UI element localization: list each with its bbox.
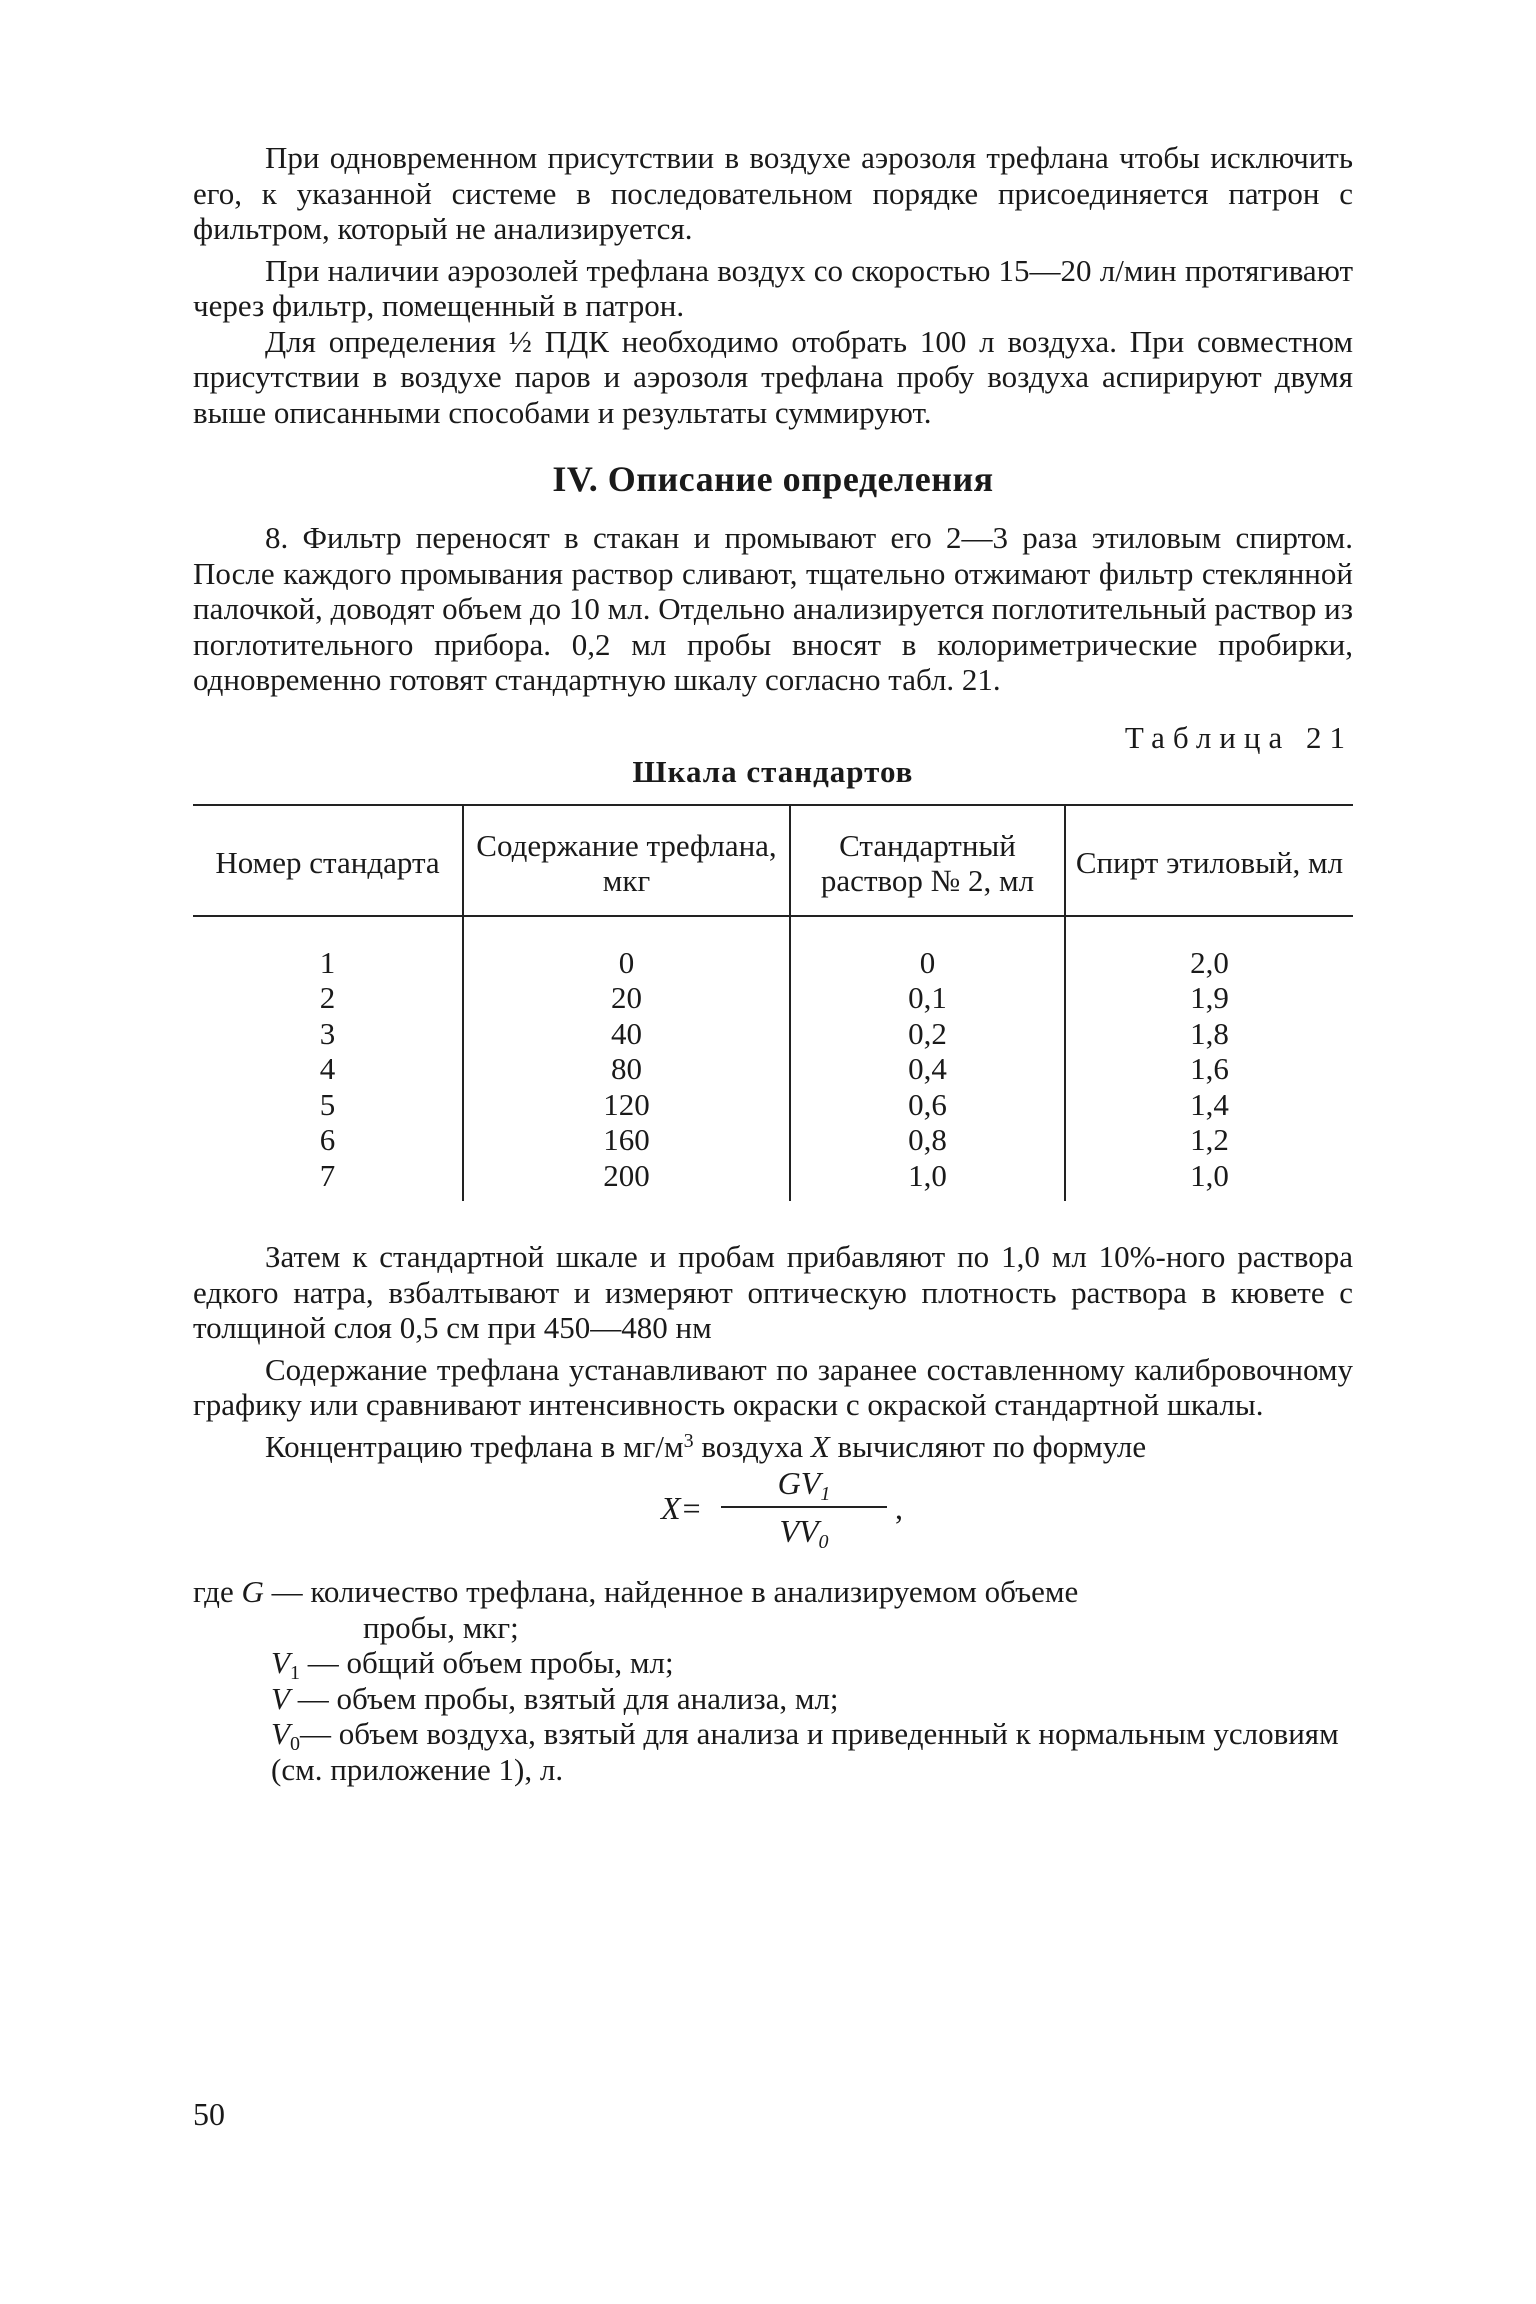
column-header-standard-solution: Стандартный раствор № 2, мл bbox=[790, 805, 1065, 916]
table-cell: 0,8 bbox=[790, 1122, 1065, 1158]
table-cell: 120 bbox=[463, 1087, 790, 1123]
page-number: 50 bbox=[193, 2096, 225, 2132]
table-cell: 1,2 bbox=[1065, 1122, 1353, 1158]
table-row bbox=[193, 1122, 1353, 1158]
formula-denominator: $VV_0$ bbox=[779, 1513, 829, 1553]
table-cell: 1,6 bbox=[1065, 1051, 1353, 1087]
table-cell: 1,0 bbox=[1065, 1158, 1353, 1202]
table-cell: 0 bbox=[463, 945, 790, 981]
variable-definitions bbox=[193, 1574, 1353, 1787]
table-cell: 80 bbox=[463, 1051, 790, 1087]
formula-lhs: X= bbox=[661, 1490, 703, 1526]
paragraph-naoh-addition: Затем к стандартной шкале и пробам прибавляют по 1,0 мл 10%-ного раствора едкого натра, взбалтывают и измеряют оптическую плотность раствора в кювете с толщиной слоя 0,5 см при 450—480 нм bbox=[193, 1239, 1353, 1345]
table-cell: 3 bbox=[319, 1015, 336, 1051]
table-cell: 1,9 bbox=[1065, 980, 1353, 1016]
page-body bbox=[193, 140, 1353, 1787]
table-cell: 4 bbox=[319, 1051, 336, 1086]
table-cell: 1,0 bbox=[790, 1158, 1065, 1202]
table-header-row bbox=[193, 805, 1353, 916]
definition-v1: $V_1$ — общий объем пробы, мл; bbox=[271, 1645, 674, 1684]
table-cell: 1,8 bbox=[1065, 1016, 1353, 1052]
table-cell: 2 bbox=[319, 980, 336, 1015]
table-cell: 1 bbox=[319, 944, 336, 980]
formula-trailing-comma: , bbox=[895, 1490, 903, 1526]
column-header-ethyl-alcohol: Спирт этиловый, мл bbox=[1065, 805, 1353, 916]
concentration-formula bbox=[193, 1464, 1353, 1556]
table-cell: 6 bbox=[319, 1122, 336, 1157]
table-number-label: Таблица 21 bbox=[1124, 719, 1353, 755]
table-cell: 0 bbox=[790, 945, 1065, 981]
table-cell: 20 bbox=[463, 980, 790, 1016]
table-row bbox=[193, 1016, 1353, 1052]
table-cell: 0,1 bbox=[790, 980, 1065, 1016]
table-spacer-row bbox=[193, 916, 1353, 945]
standards-table bbox=[193, 804, 1353, 1202]
table-cell: 7 bbox=[319, 1157, 336, 1193]
table-cell: 0,2 bbox=[790, 1016, 1065, 1052]
paragraph-sampling-volume: Для определения ½ ПДК необходимо отобрать 100 л воздуха. При совместном присутствии в воздухе паров и аэрозоля трефлана пробу воздуха аспирируют двумя выше описанными способами и результаты суммируют. bbox=[193, 323, 1353, 430]
table-row bbox=[193, 1051, 1353, 1087]
table-cell: 40 bbox=[463, 1016, 790, 1052]
table-row bbox=[193, 1158, 1353, 1202]
table-cell: 0,4 bbox=[790, 1051, 1065, 1087]
table-row bbox=[193, 945, 1353, 981]
paragraph-aerosol-filter: При одновременном присутствии в воздухе аэрозоля трефлана чтобы исключить его, к указанной системе в последовательном порядке присоединяется патрон с фильтром, который не анализируется. bbox=[193, 140, 1353, 246]
table-cell: 200 bbox=[463, 1158, 790, 1202]
table-cell: 160 bbox=[463, 1122, 790, 1158]
definition-v0: $V_0—$ объем воздуха, взятый для анализа и приведенный к нормальным условиям (см. приложение 1), л. bbox=[271, 1716, 1339, 1787]
table-row bbox=[193, 1087, 1353, 1123]
definition-v: V — объем пробы, взятый для анализа, мл; bbox=[271, 1680, 839, 1716]
table-cell: 5 bbox=[319, 1086, 336, 1122]
section-heading: IV. Описание определения bbox=[552, 459, 994, 499]
paragraph-step-8: 8. Фильтр переносят в стакан и промывают его 2—3 раза этиловым спиртом. После каждого промывания раствор сливают, тщательно отжимают фильтр стеклянной палочкой, доводят объем до 10 мл. Отдельно анализируется поглотительный раствор из поглотительного прибора. 0,2 мл пробы вносят в колориметрические пробирки, одновременно готовят стандартную шкалу согласно табл. 21. bbox=[193, 520, 1353, 697]
fraction-bar bbox=[721, 1506, 887, 1508]
column-header-treflan-content: Содержание трефлана, мкг bbox=[463, 805, 790, 916]
paragraph-aerosol-flow: При наличии аэрозолей трефлана воздух со скоростью 15—20 л/мин протягивают через фильтр, помещенный в патрон. bbox=[193, 252, 1353, 323]
formula-numerator: $GV_1$ bbox=[777, 1465, 831, 1505]
definition-g: где G — количество трефлана, найденное в анализируемом объеме bbox=[193, 1574, 1079, 1609]
table-title: Шкала стандартов bbox=[632, 753, 914, 789]
table-caption bbox=[193, 720, 1353, 792]
paragraph-formula-lead: Концентрацию трефлана в $мг/м^3$ воздуха X вычисляют по формуле bbox=[265, 1428, 1147, 1464]
paragraph-calibration: Содержание трефлана устанавливают по заранее составленному калибровочному графику или сравнивают интенсивность окраски с окраской стандартной шкалы. bbox=[193, 1351, 1353, 1422]
formula-fraction bbox=[721, 1464, 887, 1553]
table-cell: 2,0 bbox=[1065, 945, 1353, 981]
definition-g-continuation: пробы, мкг; bbox=[363, 1609, 519, 1645]
table-row bbox=[193, 980, 1353, 1016]
table-cell: 0,6 bbox=[790, 1087, 1065, 1123]
column-header-standard-number: Номер стандарта bbox=[193, 805, 463, 916]
table-cell: 1,4 bbox=[1065, 1087, 1353, 1123]
